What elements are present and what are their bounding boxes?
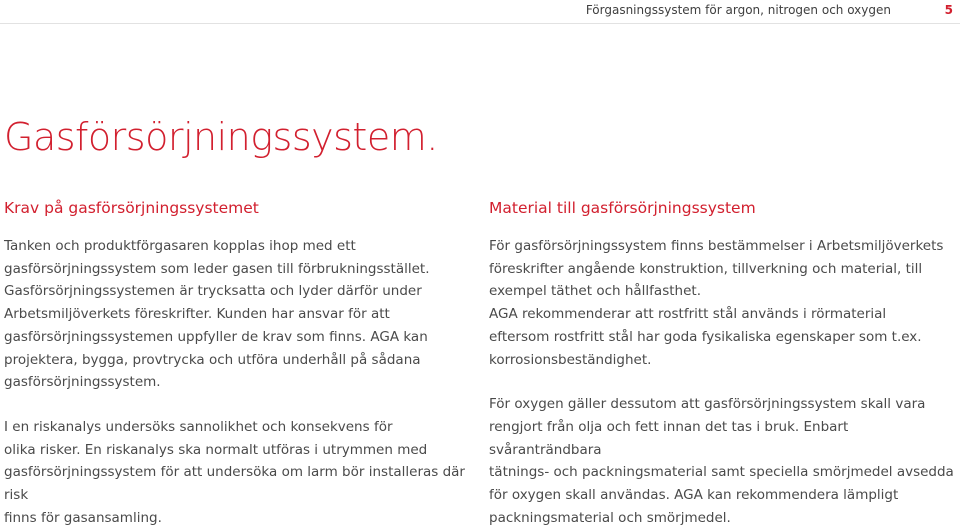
right-column [489, 199, 954, 529]
paragraph: För oxygen gäller dessutom att gasförsörjningssystem skall vara rengjort från olja och fett innan det tas i bruk. Enbart svåranträndbara tätnings- och packningsmaterial samt speciella smörjmedel avsedda för oxygen skall användas. AGA kan rekommendera lämpligt packningsmaterial och smörjmedel. [489, 396, 954, 526]
page-header [0, 0, 960, 24]
section-heading-requirements: Krav på gasförsörjningssystemet [4, 199, 259, 217]
left-column [4, 199, 466, 529]
paragraph: För gasförsörjningssystem finns bestämmelser i Arbetsmiljöverkets föreskrifter angående konstruktion, tillverkning och material, till exempel täthet och hållfasthet. AGA rekommenderar att rostfritt stål används i rörmaterial eftersom rostfritt stål har goda fysikaliska egenskaper som t.ex. korrosionsbeständighet. [489, 238, 944, 368]
paragraph: Tanken och produktförgasaren kopplas ihop med ett gasförsörjningssystem som leder gasen till förbrukningsstället. Gasförsörjningssystemen är trycksatta och lyder därför under Arbetsmiljöverkets föreskrifter. Kunden har ansvar för att gasförsörjningssystemen uppfyller de krav som finns. AGA kan projektera, bygga, provtrycka och utföra underhåll på sådana gasförsörjningssystem. [4, 238, 430, 391]
page-title: Gasförsörjningssystem. [4, 115, 438, 159]
paragraph: I en riskanalys undersöks sannolikhet och konsekvens för olika risker. En riskanalys ska normalt utföras i utrymmen med gasförsörjningssystem för att undersöka om larm bör installeras där risk finns för gasansamling. [4, 418, 465, 526]
page-number: 5 [944, 3, 953, 17]
header-title: Förgasningssystem för argon, nitrogen och oxygen [585, 3, 891, 17]
section-heading-material: Material till gasförsörjningssystem [489, 199, 756, 217]
